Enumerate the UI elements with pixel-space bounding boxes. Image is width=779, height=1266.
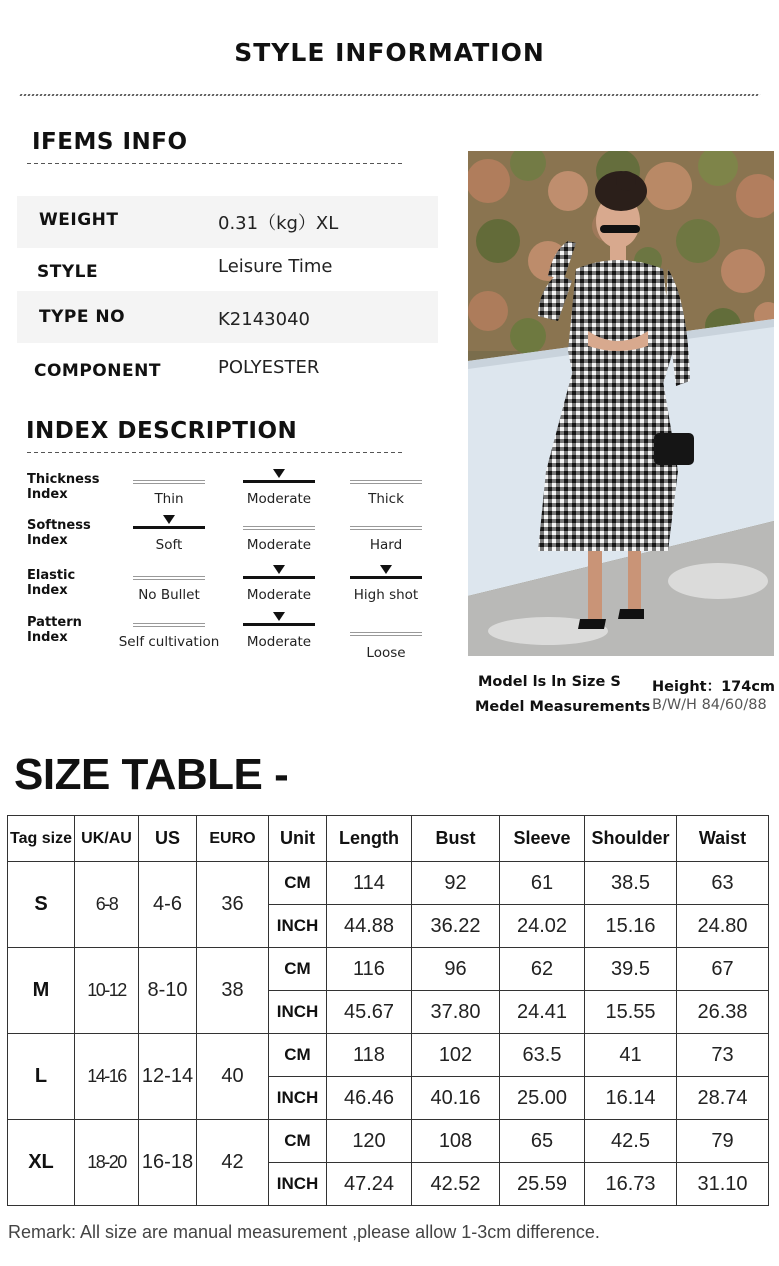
unit-inch: INCH bbox=[269, 991, 327, 1034]
unit-inch: INCH bbox=[269, 1077, 327, 1120]
size-table-heading: SIZE TABLE - bbox=[14, 750, 289, 799]
col-header: Unit bbox=[269, 816, 327, 862]
inch-value: 24.80 bbox=[677, 905, 769, 948]
size-us: 4-6 bbox=[139, 862, 197, 948]
col-header: Sleeve bbox=[500, 816, 585, 862]
inch-value: 25.00 bbox=[500, 1077, 585, 1120]
index-bar bbox=[133, 623, 205, 627]
inch-value: 15.55 bbox=[585, 991, 677, 1034]
cm-value: 73 bbox=[677, 1034, 769, 1077]
cm-value: 102 bbox=[412, 1034, 500, 1077]
index-option-label: High shot bbox=[353, 587, 419, 603]
inch-value: 37.80 bbox=[412, 991, 500, 1034]
col-header: US bbox=[139, 816, 197, 862]
size-tag: S bbox=[8, 862, 75, 948]
cm-value: 116 bbox=[327, 948, 412, 991]
unit-cm: CM bbox=[269, 1120, 327, 1163]
cm-value: 120 bbox=[327, 1120, 412, 1163]
cm-value: 41 bbox=[585, 1034, 677, 1077]
index-bar-selected bbox=[133, 526, 205, 529]
inch-value: 16.73 bbox=[585, 1163, 677, 1206]
size-euro: 40 bbox=[197, 1034, 269, 1120]
size-table-header bbox=[8, 816, 769, 862]
size-us: 12-14 bbox=[139, 1034, 197, 1120]
col-header: UK/AU bbox=[75, 816, 139, 862]
col-header: Bust bbox=[412, 816, 500, 862]
inch-value: 24.41 bbox=[500, 991, 585, 1034]
size-euro: 36 bbox=[197, 862, 269, 948]
index-bar-selected bbox=[243, 576, 315, 579]
index-bar bbox=[133, 576, 205, 580]
info-row-component bbox=[17, 343, 438, 395]
model-measurements-label: Medel Measurements bbox=[475, 699, 651, 715]
info-value: Leisure Time bbox=[218, 256, 333, 277]
items-info-divider bbox=[27, 163, 405, 164]
size-euro: 42 bbox=[197, 1120, 269, 1206]
inch-value: 28.74 bbox=[677, 1077, 769, 1120]
index-marker-icon bbox=[273, 469, 285, 478]
size-uk: 14-16 bbox=[75, 1034, 139, 1120]
index-marker-icon bbox=[273, 565, 285, 574]
info-label: STYLE bbox=[37, 262, 99, 282]
size-euro: 38 bbox=[197, 948, 269, 1034]
index-label: Softness Index bbox=[27, 518, 91, 548]
col-header: Tag size bbox=[8, 816, 75, 862]
col-header: EURO bbox=[197, 816, 269, 862]
model-measurements-value: B/W/H 84/60/88 bbox=[652, 697, 767, 713]
cm-value: 96 bbox=[412, 948, 500, 991]
inch-value: 26.38 bbox=[677, 991, 769, 1034]
inch-value: 46.46 bbox=[327, 1077, 412, 1120]
index-option-label: Thick bbox=[368, 491, 404, 507]
cm-value: 62 bbox=[500, 948, 585, 991]
index-bar bbox=[133, 480, 205, 484]
cm-value: 63.5 bbox=[500, 1034, 585, 1077]
index-bar-selected bbox=[243, 623, 315, 626]
info-value: POLYESTER bbox=[218, 357, 320, 378]
items-info-title: IFEMS INFO bbox=[32, 129, 188, 155]
title-divider bbox=[19, 94, 760, 96]
cm-value: 65 bbox=[500, 1120, 585, 1163]
inch-value: 40.16 bbox=[412, 1077, 500, 1120]
cm-value: 63 bbox=[677, 862, 769, 905]
model-size: Model ls ln Size S bbox=[478, 674, 621, 690]
unit-cm: CM bbox=[269, 948, 327, 991]
info-row-style bbox=[17, 245, 438, 297]
cm-value: 61 bbox=[500, 862, 585, 905]
index-option-label: Moderate bbox=[246, 491, 312, 507]
info-label: COMPONENT bbox=[34, 361, 161, 381]
inch-value: 42.52 bbox=[412, 1163, 500, 1206]
size-tag: L bbox=[8, 1034, 75, 1120]
size-uk: 6-8 bbox=[75, 862, 139, 948]
unit-cm: CM bbox=[269, 1034, 327, 1077]
size-uk: 18-20 bbox=[75, 1120, 139, 1206]
table-row bbox=[8, 862, 769, 905]
inch-value: 36.22 bbox=[412, 905, 500, 948]
info-row-type-no bbox=[17, 291, 438, 343]
cm-value: 67 bbox=[677, 948, 769, 991]
index-bar bbox=[350, 526, 422, 530]
index-bar bbox=[350, 632, 422, 636]
inch-value: 45.67 bbox=[327, 991, 412, 1034]
col-header: Shoulder bbox=[585, 816, 677, 862]
page-title: STYLE INFORMATION bbox=[234, 38, 545, 67]
cm-value: 38.5 bbox=[585, 862, 677, 905]
inch-value: 15.16 bbox=[585, 905, 677, 948]
remark: Remark: All size are manual measurement ,please allow 1-3cm difference. bbox=[8, 1222, 600, 1242]
index-label: Elastic Index bbox=[27, 568, 76, 598]
cm-value: 42.5 bbox=[585, 1120, 677, 1163]
index-option-label: Thin bbox=[154, 491, 184, 507]
cm-value: 108 bbox=[412, 1120, 500, 1163]
index-option-label: Soft bbox=[155, 537, 183, 553]
inch-value: 24.02 bbox=[500, 905, 585, 948]
inch-value: 25.59 bbox=[500, 1163, 585, 1206]
index-bar-selected bbox=[350, 576, 422, 579]
index-description-title: INDEX DESCRIPTION bbox=[26, 418, 298, 444]
cm-value: 39.5 bbox=[585, 948, 677, 991]
cm-value: 118 bbox=[327, 1034, 412, 1077]
info-row-weight bbox=[17, 196, 438, 248]
info-value: K2143040 bbox=[218, 309, 310, 330]
cm-value: 79 bbox=[677, 1120, 769, 1163]
model-height: Height：174cm bbox=[652, 679, 776, 695]
index-marker-icon bbox=[380, 565, 392, 574]
table-row bbox=[8, 1120, 769, 1163]
index-option-label: No Bullet bbox=[138, 587, 200, 603]
size-table bbox=[7, 815, 769, 1206]
size-us: 8-10 bbox=[139, 948, 197, 1034]
inch-value: 47.24 bbox=[327, 1163, 412, 1206]
cm-value: 114 bbox=[327, 862, 412, 905]
size-tag: M bbox=[8, 948, 75, 1034]
index-label: Pattern Index bbox=[27, 615, 82, 645]
unit-inch: INCH bbox=[269, 905, 327, 948]
unit-inch: INCH bbox=[269, 1163, 327, 1206]
index-bar-selected bbox=[243, 480, 315, 483]
index-marker-icon bbox=[163, 515, 175, 524]
col-header: Length bbox=[327, 816, 412, 862]
index-marker-icon bbox=[273, 612, 285, 621]
col-header: Waist bbox=[677, 816, 769, 862]
index-option-label: Moderate bbox=[246, 537, 312, 553]
inch-value: 16.14 bbox=[585, 1077, 677, 1120]
table-row bbox=[8, 1034, 769, 1077]
unit-cm: CM bbox=[269, 862, 327, 905]
size-us: 16-18 bbox=[139, 1120, 197, 1206]
index-option-label: Hard bbox=[369, 537, 403, 553]
table-row bbox=[8, 948, 769, 991]
index-option-label: Moderate bbox=[246, 634, 312, 650]
model-photo bbox=[468, 151, 774, 656]
index-description-divider bbox=[27, 452, 405, 453]
cm-value: 92 bbox=[412, 862, 500, 905]
index-bar bbox=[243, 526, 315, 530]
inch-value: 31.10 bbox=[677, 1163, 769, 1206]
info-value: 0.31（kg）XL bbox=[218, 213, 339, 234]
size-uk: 10-12 bbox=[75, 948, 139, 1034]
index-option-label: Loose bbox=[366, 645, 406, 661]
index-label: Thickness Index bbox=[27, 472, 100, 502]
index-option-label: Self cultivation bbox=[118, 634, 220, 650]
inch-value: 44.88 bbox=[327, 905, 412, 948]
info-label: TYPE NO bbox=[39, 307, 126, 327]
index-option-label: Moderate bbox=[246, 587, 312, 603]
info-label: WEIGHT bbox=[39, 210, 119, 230]
size-tag: XL bbox=[8, 1120, 75, 1206]
index-bar bbox=[350, 480, 422, 484]
